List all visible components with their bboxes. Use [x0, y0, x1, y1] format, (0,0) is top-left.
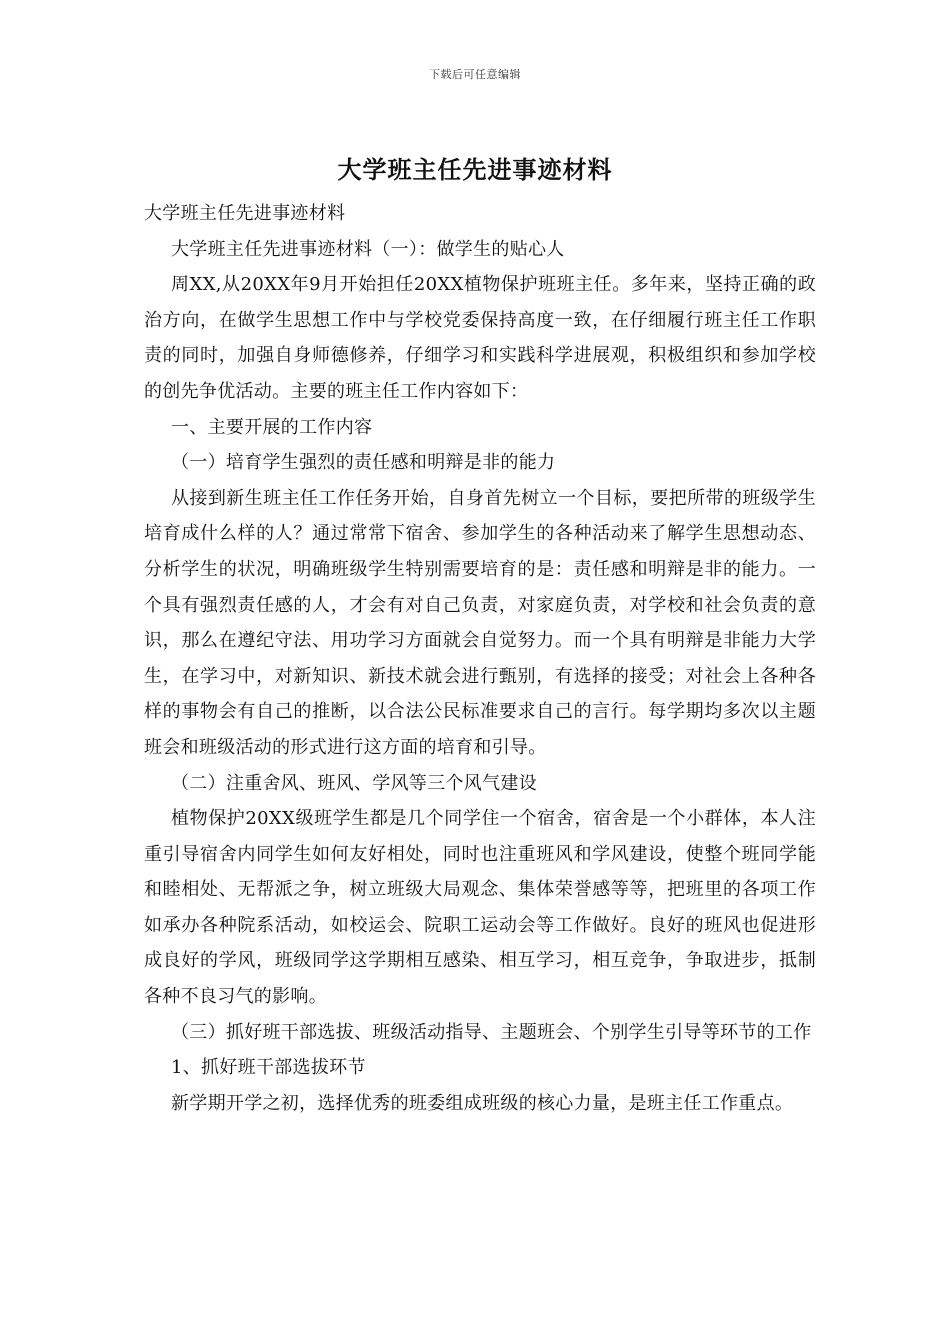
header-note: 下载后可任意编辑: [429, 68, 521, 81]
paragraph-responsibility: 从接到新生班主任工作任务开始，自身首先树立一个目标，要把所带的班级学生培育成什么样的人？通过常常下宿舍、参加学生的各种活动来了解学生思想动态、分析学生的状况，明确班级学生特别需要培育的是：责任感和明辩是非的能力。一个具有强烈责任感的人，才会有对自己负责，对家庭负责，对学校和社会负责的意识，那么在遵纪守法、用功学习方面就会自觉努力。而一个具有明辩是非能力大学生，在学习中，对新知识、新技术就会进行甄别，有选择的接受；对社会上各种各样的事物会有自己的推断，以合法公民标准要求自己的言行。每学期均多次以主题班会和班级活动的形式进行这方面的培育和引导。: [144, 487, 816, 758]
heading-cadre-selection: 1、抓好班干部选拔环节: [171, 1057, 366, 1079]
heading-responsibility: （一）培育学生强烈的责任感和明辩是非的能力: [171, 452, 556, 474]
subtitle-line: 大学班主任先进事迹材料: [144, 203, 346, 224]
heading-three-styles: （二）注重舍风、班风、学风等三个风气建设: [171, 772, 537, 794]
section-title: 大学班主任先进事迹材料（一）：做学生的贴心人: [171, 238, 565, 260]
heading-class-work: （三）抓好班干部选拔、班级活动指导、主题班会、个别学生引导等环节的工作: [171, 1021, 812, 1043]
heading-main-work: 一、主要开展的工作内容: [171, 416, 373, 438]
paragraph-intro: 周XX,从20XX年9月开始担任20XX植物保护班班主任。多年来，坚持正确的政治方向，在做学生思想工作中与学校党委保持高度一致，在仔细履行班主任工作职责的同时，加强自身师德修养，仔细学习和实践科学进展观，积极组织和参加学校的创先争优活动。主要的班主任工作内容如下：: [144, 274, 816, 402]
document-title: 大学班主任先进事迹材料: [337, 155, 613, 184]
document-body: [144, 196, 816, 1121]
paragraph-three-styles: 植物保护20XX级班学生都是几个同学住一个宿舍，宿舍是一个小群体，本人注重引导宿舍内同学生如何友好相处，同时也注重班风和学风建设，使整个班同学能和睦相处、无帮派之争，树立班级大局观念、集体荣誉感等等，把班里的各项工作如承办各种院系活动，如校运会、院职工运动会等工作做好。良好的班风也促进形成良好的学风，班级同学这学期相互感染、相互学习，相互竞争，争取进步，抵制各种不良习气的影响。: [144, 808, 816, 1008]
paragraph-cadre-selection: 新学期开学之初，选择优秀的班委组成班级的核心力量，是班主任工作重点。: [171, 1092, 794, 1114]
